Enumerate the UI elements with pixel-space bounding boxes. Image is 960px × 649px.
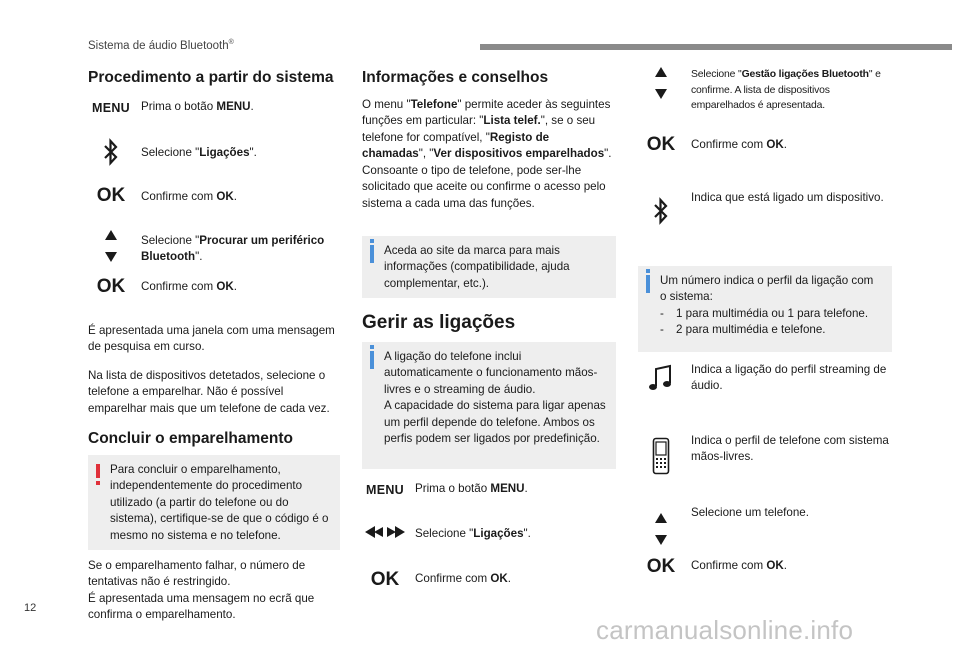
- heading-procedure: Procedimento a partir do sistema: [88, 69, 334, 86]
- heading-info-tips: Informações e conselhos: [362, 69, 549, 86]
- heading-complete-pairing: Concluir o emparelhamento: [88, 430, 293, 447]
- list-item: - 2 para multimédia e telefone.: [660, 323, 826, 337]
- heading-manage-connections: Gerir as ligações: [362, 312, 516, 333]
- mobile-phone-icon: [638, 437, 684, 475]
- info-icon: [370, 245, 374, 263]
- paragraph-search-window: É apresentada uma janela com uma mensagem de pesquisa em curso.: [88, 324, 335, 354]
- ok-button-icon: OK: [96, 276, 126, 297]
- warning-icon: [96, 464, 100, 478]
- menu-button-icon: MENU: [365, 483, 404, 497]
- list-item: - 1 para multimédia ou 1 para telefone.: [660, 306, 869, 320]
- header-bar: [480, 44, 952, 50]
- music-note-icon: [638, 364, 684, 394]
- left-right-arrows-icon: [362, 525, 408, 539]
- menu-button-icon: MENU: [91, 101, 130, 115]
- ok-button-icon: OK: [646, 134, 676, 155]
- warning-note: Para concluir o emparelhamento, independentemente do procedimento utilizado (a partir do telefone ou do sistema), certifique-se de que o código é o mesmo no sistema e no telefone.: [88, 455, 340, 550]
- bluetooth-icon: [88, 137, 134, 167]
- info-icon: [370, 351, 374, 369]
- paragraph-pairing-result: Se o emparelhamento falhar, o número de tentativas não é restringido. É apresentada uma mensagem no ecrã que confirma o emparelhamento.: [88, 559, 315, 622]
- paragraph-phone-menu: O menu "Telefone" permite aceder às seguintes funções em particular: "Lista telef.", se o seu telefone for compatível, "Registo de chamadas", "Ver dispositivos emparelhados". Consoante o tipo de telefone, pode ser-lhe solicitado que aceite ou confirme o acesso pelo sistema a cada uma das funções.: [362, 98, 612, 210]
- up-down-arrows-icon: [638, 513, 684, 545]
- info-note-profile: Um número indica o perfil da ligação com o sistema: - 1 para multimédia ou 1 para telefone. - 2 para multimédia e telefone.: [638, 266, 892, 352]
- ok-button-icon: OK: [370, 569, 400, 590]
- info-note-connection: A ligação do telefone inclui automaticamente o funcionamento mãos-livres e o streaming de áudio. A capacidade do sistema para ligar apenas um perfil depende do telefone. Ambos os perfis podem ser ligados por predefinição.: [362, 342, 616, 469]
- section-title: Sistema de áudio Bluetooth®: [88, 39, 234, 52]
- info-note-website: Aceda ao site da marca para mais informações (compatibilidade, ajuda complementar, etc.).: [362, 236, 616, 298]
- up-down-arrows-icon: [88, 230, 134, 262]
- page-number: 12: [24, 602, 37, 614]
- bluetooth-icon: [638, 196, 684, 226]
- ok-button-icon: OK: [96, 185, 126, 206]
- watermark: carmanualsonline.info: [596, 615, 854, 645]
- ok-button-icon: OK: [646, 556, 676, 577]
- up-down-arrows-icon: [638, 67, 684, 99]
- paragraph-device-list: Na lista de dispositivos detetados, selecione o telefone a emparelhar. Não é possível emparelhar mais que um telefone de cada vez.: [88, 369, 330, 415]
- info-icon: [646, 275, 650, 293]
